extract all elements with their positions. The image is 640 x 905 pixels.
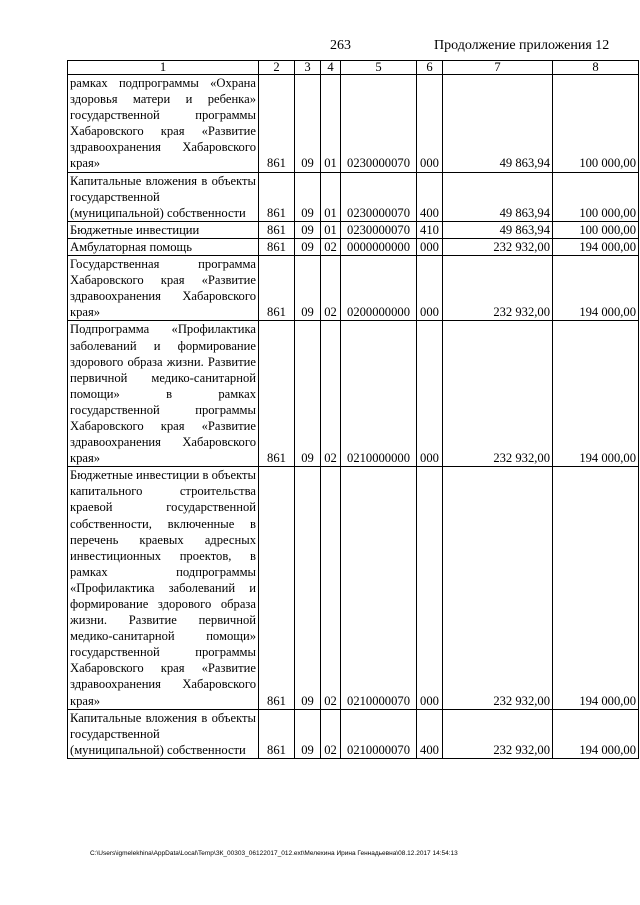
cell-ministry: 861 (259, 467, 295, 709)
row-name: рамках подпрограммы «Охрана здоровья матери и ребенка» государственной программы Хабаровского края «Развитие здравоохранения Хабаровского края» (68, 75, 259, 173)
cell-subsection: 01 (321, 75, 341, 173)
cell-target: 0000000000 (341, 238, 417, 255)
table-row (68, 172, 639, 221)
row-name: Государственная программа Хабаровского края «Развитие здравоохранения Хабаровского края» (68, 256, 259, 321)
row-name: Подпрограмма «Профилактика заболеваний и формирование здорового образа жизни. Развитие первичной медико-санитарной помощи» в рамках государственной программы Хабаровского края «Развитие здравоохранения Хабаровского края» (68, 321, 259, 467)
cell-amount-1: 232 932,00 (443, 238, 553, 255)
cell-target: 0230000070 (341, 75, 417, 173)
cell-expense-type: 400 (417, 709, 443, 758)
cell-section: 09 (295, 321, 321, 467)
cell-amount-1: 49 863,94 (443, 75, 553, 173)
cell-target: 0210000070 (341, 467, 417, 709)
cell-subsection: 02 (321, 238, 341, 255)
column-header: 6 (417, 61, 443, 75)
page-number: 263 (330, 38, 351, 53)
cell-amount-2: 194 000,00 (553, 238, 639, 255)
table-row (68, 221, 639, 238)
cell-target: 0230000070 (341, 221, 417, 238)
cell-ministry: 861 (259, 321, 295, 467)
cell-target: 0230000070 (341, 172, 417, 221)
cell-amount-1: 232 932,00 (443, 256, 553, 321)
table-row (68, 467, 639, 709)
row-name: Капитальные вложения в объекты государственной (муниципальной) собственности (68, 172, 259, 221)
cell-ministry: 861 (259, 221, 295, 238)
cell-expense-type: 000 (417, 256, 443, 321)
cell-section: 09 (295, 172, 321, 221)
cell-amount-2: 100 000,00 (553, 172, 639, 221)
cell-amount-2: 194 000,00 (553, 256, 639, 321)
cell-amount-2: 100 000,00 (553, 75, 639, 173)
budget-table (67, 60, 639, 759)
cell-amount-1: 232 932,00 (443, 709, 553, 758)
header-row (68, 61, 639, 75)
table-row (68, 238, 639, 255)
column-header: 1 (68, 61, 259, 75)
row-name: Амбулаторная помощь (68, 238, 259, 255)
continuation-label: Продолжение приложения 12 (434, 38, 610, 53)
column-header: 8 (553, 61, 639, 75)
cell-target: 0200000000 (341, 256, 417, 321)
cell-expense-type: 000 (417, 238, 443, 255)
column-header: 4 (321, 61, 341, 75)
cell-amount-1: 49 863,94 (443, 221, 553, 238)
column-header: 2 (259, 61, 295, 75)
cell-section: 09 (295, 467, 321, 709)
cell-expense-type: 000 (417, 467, 443, 709)
cell-amount-2: 194 000,00 (553, 321, 639, 467)
cell-ministry: 861 (259, 75, 295, 173)
cell-target: 0210000070 (341, 709, 417, 758)
table-row (68, 709, 639, 758)
column-header: 3 (295, 61, 321, 75)
cell-expense-type: 000 (417, 321, 443, 467)
cell-expense-type: 400 (417, 172, 443, 221)
cell-amount-1: 49 863,94 (443, 172, 553, 221)
row-name: Капитальные вложения в объекты государственной (муниципальной) собственности (68, 709, 259, 758)
table-row (68, 256, 639, 321)
cell-ministry: 861 (259, 172, 295, 221)
cell-subsection: 02 (321, 467, 341, 709)
cell-ministry: 861 (259, 709, 295, 758)
cell-ministry: 861 (259, 238, 295, 255)
cell-amount-2: 100 000,00 (553, 221, 639, 238)
file-path-footer: C:\Users\igmelekhina\AppData\Local\Temp\ЗК_00303_06122017_012.ext\Мелехина Ирина Геннадьевна\08.12.2017 14:54:13 (90, 850, 458, 857)
cell-section: 09 (295, 221, 321, 238)
row-name: Бюджетные инвестиции в объекты капитального строительства краевой государственной собственности, включенные в перечень краевых адресных инвестиционных проектов, в рамках подпрограммы «Профилактика заболеваний и формирование здорового образа жизни. Развитие первичной медико-санитарной помощи» государственной программы Хабаровского края «Развитие здравоохранения Хабаровского края» (68, 467, 259, 709)
cell-amount-1: 232 932,00 (443, 467, 553, 709)
cell-expense-type: 000 (417, 75, 443, 173)
cell-subsection: 01 (321, 172, 341, 221)
row-name: Бюджетные инвестиции (68, 221, 259, 238)
cell-section: 09 (295, 709, 321, 758)
cell-section: 09 (295, 75, 321, 173)
cell-subsection: 02 (321, 256, 341, 321)
cell-target: 0210000000 (341, 321, 417, 467)
cell-amount-2: 194 000,00 (553, 467, 639, 709)
cell-subsection: 02 (321, 709, 341, 758)
column-header: 5 (341, 61, 417, 75)
cell-amount-2: 194 000,00 (553, 709, 639, 758)
table-row (68, 75, 639, 173)
cell-section: 09 (295, 256, 321, 321)
column-header: 7 (443, 61, 553, 75)
cell-section: 09 (295, 238, 321, 255)
table-row (68, 321, 639, 467)
cell-subsection: 01 (321, 221, 341, 238)
cell-amount-1: 232 932,00 (443, 321, 553, 467)
cell-ministry: 861 (259, 256, 295, 321)
cell-expense-type: 410 (417, 221, 443, 238)
cell-subsection: 02 (321, 321, 341, 467)
